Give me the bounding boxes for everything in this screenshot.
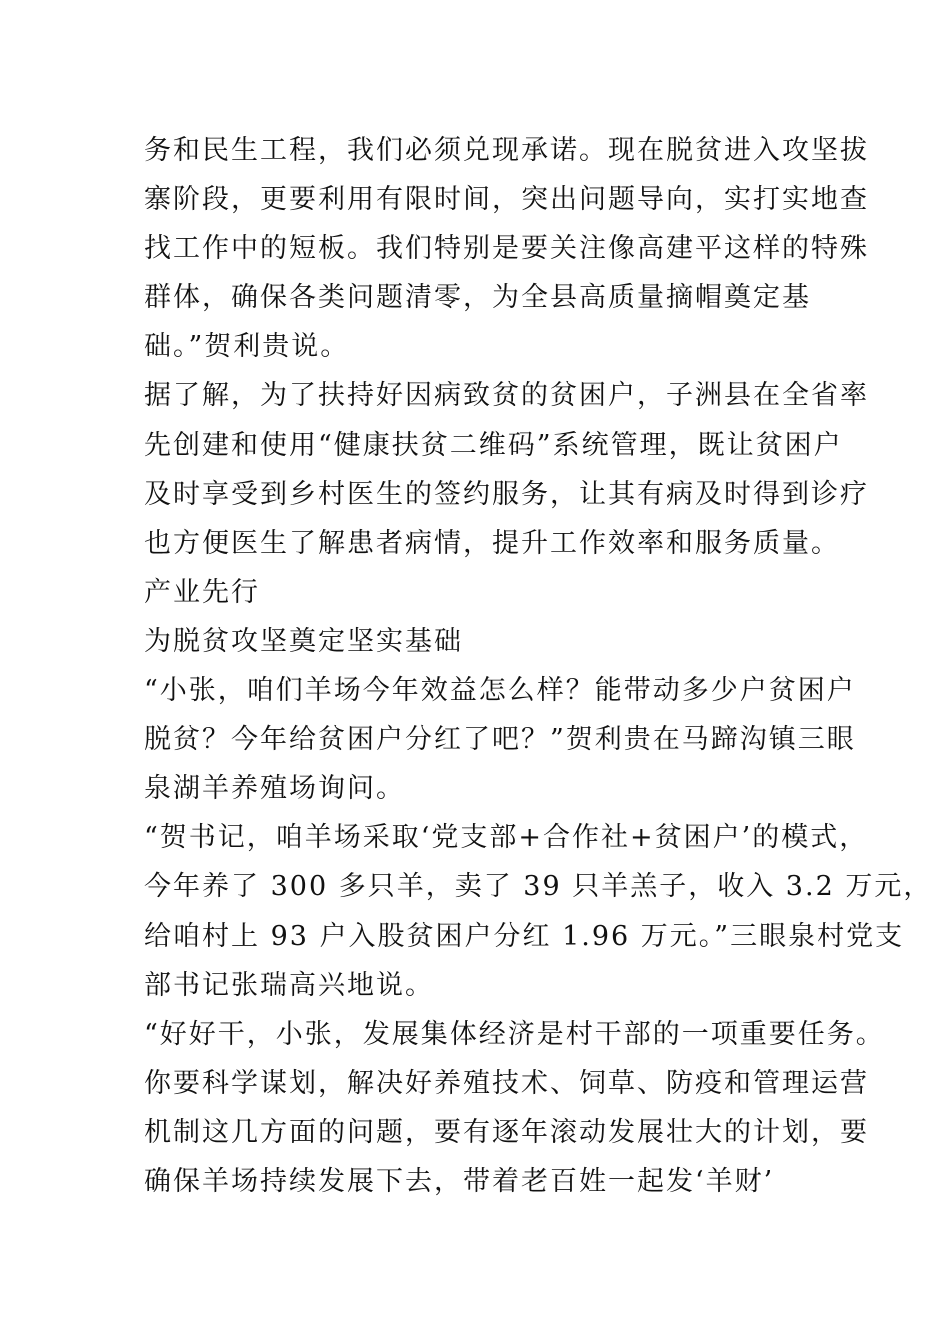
text-line: 先创建和使用“健康扶贫二维码”系统管理，既让贫困户 [144,429,843,461]
text-line: 及时享受到乡村医生的签约服务，让其有病及时得到诊疗 [144,478,869,510]
text-line: 也方便医生了解患者病情，提升工作效率和服务质量。 [144,527,840,559]
section-subheading: 为脱贫攻坚奠定坚实基础 [144,625,463,657]
text-line: 脱贫？今年给贫困户分红了吧？”贺利贵在马蹄沟镇三眼 [144,724,856,756]
text-line: 给咱村上 93 户入股贫困户分红 1.96 万元。”三眼泉村党支 [144,920,905,952]
section-heading: 产业先行 [144,576,260,608]
text-line: 机制这几方面的问题，要有逐年滚动发展壮大的计划，要 [144,1116,869,1148]
text-line: 泉湖羊养殖场询问。 [144,773,405,805]
text-line: 你要科学谋划，解决好养殖技术、饲草、防疫和管理运营 [144,1067,869,1099]
text-line: 找工作中的短板。我们特别是要关注像高建平这样的特殊 [144,233,869,265]
text-line: 寨阶段，更要利用有限时间，突出问题导向，实打实地查 [144,184,869,216]
text-line: 群体，确保各类问题清零，为全县高质量摘帽奠定基 [144,282,811,314]
text-line: 今年养了 300 多只羊，卖了 39 只羊羔子，收入 3.2 万元， [144,871,933,903]
text-line: 确保羊场持续发展下去，带着老百姓一起发‘羊财’ [144,1165,775,1197]
text-line: 础。”贺利贵说。 [144,331,350,363]
document-body [144,126,933,1206]
text-line: “好好干，小张，发展集体经济是村干部的一项重要任务。 [144,1018,885,1050]
text-line: “贺书记，咱羊场采取‘党支部+合作社+贫困户’的模式， [144,822,869,854]
text-line: 务和民生工程，我们必须兑现承诺。现在脱贫进入攻坚拔 [144,135,869,166]
text-line: “小张，咱们羊场今年效益怎么样？能带动多少户贫困户 [144,675,856,707]
text-line: 部书记张瑞高兴地说。 [144,969,434,1001]
text-line: 据了解，为了扶持好因病致贫的贫困户，子洲县在全省率 [144,380,869,412]
